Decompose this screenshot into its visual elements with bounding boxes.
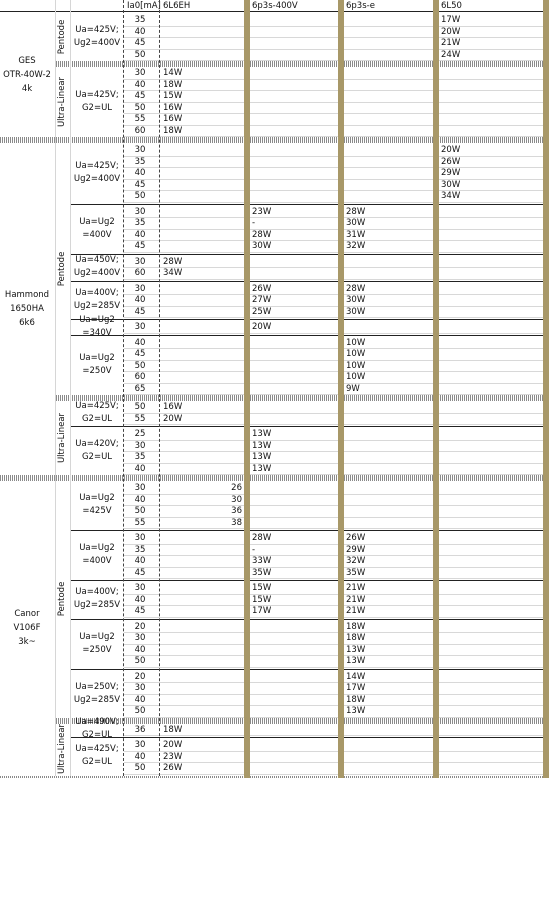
transformer-name xyxy=(0,607,54,649)
power-cell: 21W xyxy=(441,38,461,48)
power-cell: 10W xyxy=(346,360,366,371)
condition-line: Ua=400V; xyxy=(75,587,119,598)
power-cell: 23W xyxy=(163,751,183,762)
ia-value: 30 xyxy=(134,68,146,78)
power-cell: 14W xyxy=(163,68,183,78)
transformer-name-line: 3k~ xyxy=(18,636,36,647)
row-rule xyxy=(124,705,549,706)
row-rule xyxy=(124,113,549,114)
row-rule xyxy=(124,762,549,763)
ia-value: 40 xyxy=(134,168,146,178)
row-rule xyxy=(124,578,549,579)
ia-value: 30 xyxy=(134,145,146,155)
ia-value: 55 xyxy=(134,114,146,124)
category-text: Pentode xyxy=(57,19,67,55)
ia-value: 36 xyxy=(134,724,146,735)
row-rule xyxy=(124,451,549,452)
power-cell: 14W xyxy=(346,671,366,682)
power-cell: 32W xyxy=(346,556,366,566)
power-cell: 17W xyxy=(252,606,272,616)
row-rule xyxy=(124,102,549,103)
row-rule xyxy=(124,555,549,556)
power-cell: 10W xyxy=(346,372,366,382)
power-cell: 20W xyxy=(441,145,461,155)
power-cell: 26W xyxy=(252,283,272,294)
condition-line: =400V xyxy=(82,229,112,240)
row-rule xyxy=(124,317,549,318)
row-rule xyxy=(124,360,549,361)
condition-line: Ug2=285V xyxy=(73,694,121,705)
power-cell: - xyxy=(252,218,256,228)
row-rule xyxy=(124,735,549,736)
ia-value: 40 xyxy=(134,26,146,37)
ia-value: 60 xyxy=(134,372,146,382)
column-bar xyxy=(433,0,439,778)
row-rule xyxy=(124,644,549,645)
power-cell: 26W xyxy=(163,763,183,773)
ia-rule-left xyxy=(123,0,124,776)
column-bar xyxy=(543,0,549,778)
condition-line: G2=UL xyxy=(81,452,113,462)
power-cell: 35W xyxy=(346,567,366,578)
power-cell: 32W xyxy=(346,241,366,251)
ia-value: 45 xyxy=(134,567,146,578)
power-cell: 13W xyxy=(346,656,366,666)
condition-line: Ug2=400V xyxy=(73,173,121,184)
ia-value: 40 xyxy=(134,229,146,240)
column-bar xyxy=(244,0,250,778)
power-cell: 15W xyxy=(163,91,183,101)
category-label xyxy=(55,14,69,60)
condition-label xyxy=(70,400,124,426)
block-divider xyxy=(70,426,549,427)
power-cell: 21W xyxy=(346,606,366,616)
power-cell: 28W xyxy=(163,256,183,267)
ia-value: 45 xyxy=(134,179,146,190)
power-cell: 15W xyxy=(252,583,272,593)
condition-line: Ua=490V; xyxy=(75,717,119,728)
condition-label xyxy=(70,216,124,242)
row-rule xyxy=(124,505,549,506)
ia-value: 30 xyxy=(134,256,146,267)
row-rule xyxy=(124,424,549,425)
condition-label xyxy=(70,631,124,657)
ia-value: 30 xyxy=(134,583,146,593)
condition-line: Ua=425V; xyxy=(75,744,119,755)
row-rule xyxy=(124,217,549,218)
power-cell: 13W xyxy=(252,452,272,462)
row-rule xyxy=(124,694,549,695)
power-cell: 18W xyxy=(163,724,183,735)
power-cell: 15W xyxy=(252,594,272,605)
row-rule xyxy=(124,413,549,414)
category-text: Ultra-Linear xyxy=(57,76,67,127)
power-cell: 21W xyxy=(346,583,366,593)
ia-value: 40 xyxy=(134,463,146,474)
row-rule xyxy=(124,190,549,191)
power-cell: 16W xyxy=(163,402,183,412)
condition-line: Ua=250V; xyxy=(75,681,119,692)
condition-line: Ua=425V; xyxy=(75,160,119,171)
ia-value: 50 xyxy=(134,102,146,113)
header-col-6l50: 6L50 xyxy=(441,1,462,11)
power-cell: 10W xyxy=(346,349,366,359)
condition-label xyxy=(70,743,124,769)
power-cell: 30W xyxy=(252,241,272,251)
block-divider xyxy=(70,580,549,581)
row-rule xyxy=(124,667,549,668)
row-rule xyxy=(124,544,549,545)
power-cell: 29W xyxy=(441,168,461,178)
transformer-name-line: Hammond xyxy=(4,290,50,300)
condition-label xyxy=(70,287,124,313)
power-cell: 18W xyxy=(346,621,366,632)
ia-value: 40 xyxy=(134,494,146,505)
row-rule xyxy=(124,528,549,529)
power-cell: 33W xyxy=(252,556,272,566)
condition-line: Ua=425V; xyxy=(75,89,119,100)
condition-label xyxy=(70,89,124,115)
ia-value: 40 xyxy=(134,295,146,305)
row-rule xyxy=(124,156,549,157)
power-cell: 31W xyxy=(346,229,366,240)
category-label xyxy=(55,724,69,774)
row-rule xyxy=(124,383,549,384)
row-rule xyxy=(124,605,549,606)
power-cell: 20W xyxy=(163,413,183,424)
header-col-6l6eh: 6L6EH xyxy=(163,1,191,11)
ia-value: 30 xyxy=(134,440,146,451)
condition-label xyxy=(70,438,124,464)
row-rule xyxy=(124,125,549,126)
block-divider xyxy=(70,319,549,320)
power-cell: 13W xyxy=(252,440,272,451)
ia-value: 50 xyxy=(134,191,146,201)
power-cell: 29W xyxy=(346,544,366,555)
row-rule xyxy=(124,229,549,230)
transformer-name xyxy=(0,288,54,330)
ia-value: 45 xyxy=(134,91,146,101)
ia-value: 50 xyxy=(134,506,146,516)
ia-value: 40 xyxy=(134,694,146,705)
ia-value: 40 xyxy=(134,644,146,655)
row-rule xyxy=(124,240,549,241)
header-ia: Ia0[mA] xyxy=(127,1,161,11)
power-cell: 25W xyxy=(252,306,272,317)
power-cell: 20W xyxy=(252,322,272,332)
block-divider xyxy=(70,669,549,670)
condition-label xyxy=(70,24,124,50)
row-rule xyxy=(124,655,549,656)
ia-value: 40 xyxy=(134,556,146,566)
power-cell: 18W xyxy=(346,694,366,705)
ia-value: 30 xyxy=(134,683,146,693)
condition-line: Ug2=285V xyxy=(73,600,121,611)
transformer-name-line: Canor xyxy=(14,608,40,619)
condition-line: G2=UL xyxy=(81,757,113,768)
row-rule xyxy=(124,348,549,349)
condition-line: Ug2=400V xyxy=(73,268,121,278)
ia-value: 45 xyxy=(134,606,146,616)
power-cell: 28W xyxy=(346,206,366,217)
row-rule xyxy=(124,26,549,27)
transformer-name-line: V106F xyxy=(13,622,41,633)
condition-label xyxy=(70,492,124,518)
ia-value: 65 xyxy=(134,383,146,394)
category-text: Pentode xyxy=(57,581,67,617)
ia-value: 40 xyxy=(134,79,146,90)
condition-line: Ua=Ug2 xyxy=(79,631,115,642)
power-cell: 34W xyxy=(163,268,183,278)
ia-value: 45 xyxy=(134,241,146,251)
condition-line: =340V xyxy=(82,327,112,338)
power-cell: 18W xyxy=(163,125,183,136)
power-cell: 21W xyxy=(346,594,366,605)
category-text: Pentode xyxy=(57,251,67,287)
power-cell: 18W xyxy=(346,633,366,643)
ia-value: 60 xyxy=(134,268,146,278)
condition-label xyxy=(70,352,124,378)
ia-value: 45 xyxy=(134,349,146,359)
power-cell: 13W xyxy=(346,644,366,655)
row-rule xyxy=(124,517,549,518)
condition-line: Ua=Ug2 xyxy=(79,493,115,503)
row-rule xyxy=(124,202,549,203)
column-bar xyxy=(338,0,344,778)
power-cell: 24W xyxy=(441,49,461,60)
row-rule xyxy=(124,167,549,168)
ia-rule-right xyxy=(159,0,160,776)
numeric-cell: 36 xyxy=(231,506,242,516)
condition-line: Ug2=285V xyxy=(73,300,121,311)
block-divider xyxy=(70,254,549,255)
row-rule xyxy=(124,306,549,307)
row-rule xyxy=(124,49,549,50)
ia-value: 30 xyxy=(134,483,146,493)
power-cell: 30W xyxy=(346,218,366,228)
row-rule xyxy=(124,371,549,372)
ia-value: 55 xyxy=(134,413,146,424)
ia-value: 50 xyxy=(134,706,146,716)
condition-label xyxy=(70,681,124,707)
condition-line: Ua=425V; xyxy=(75,400,119,411)
power-cell: 28W xyxy=(252,533,272,543)
ia-value: 35 xyxy=(134,544,146,555)
numeric-cell: 38 xyxy=(231,517,242,528)
row-rule xyxy=(124,333,549,334)
row-rule xyxy=(124,279,549,280)
power-cell: 17W xyxy=(441,15,461,25)
block-divider xyxy=(70,335,549,336)
power-cell: 30W xyxy=(441,179,461,190)
ia-value: 30 xyxy=(134,322,146,332)
ia-value: 50 xyxy=(134,763,146,773)
category-label xyxy=(55,482,69,717)
condition-line: Ua=Ug2 xyxy=(79,216,115,227)
section-divider xyxy=(0,475,549,481)
ia-value: 55 xyxy=(134,517,146,528)
ia-value: 30 xyxy=(134,283,146,294)
ia-value: 35 xyxy=(134,156,146,167)
transformer-name-line: GES xyxy=(18,56,36,66)
condition-line: Ug2=400V xyxy=(73,38,121,48)
row-rule xyxy=(124,751,549,752)
block-divider xyxy=(70,530,549,531)
category-label xyxy=(55,67,69,136)
header-col-6p3s-e: 6p3s-e xyxy=(346,1,375,11)
ia-value: 45 xyxy=(134,38,146,48)
power-cell: 23W xyxy=(252,206,272,217)
header-col-6p3s-400v: 6p3s-400V xyxy=(252,1,298,11)
row-rule xyxy=(124,79,549,80)
condition-label xyxy=(70,586,124,612)
condition-label xyxy=(70,542,124,568)
col-rule xyxy=(55,0,56,776)
ia-value: 25 xyxy=(134,429,146,439)
row-rule xyxy=(124,294,549,295)
condition-label xyxy=(70,716,124,742)
ia-value: 60 xyxy=(134,125,146,136)
power-cell: 26W xyxy=(441,156,461,167)
condition-line: G2=UL xyxy=(81,413,113,424)
power-cell: 13W xyxy=(346,706,366,716)
ia-value: 50 xyxy=(134,49,146,60)
ia-value: 50 xyxy=(134,360,146,371)
condition-line: Ua=425V; xyxy=(75,25,119,35)
condition-label xyxy=(70,254,124,280)
transformer-name-line: 4k xyxy=(21,84,33,94)
row-rule xyxy=(124,463,549,464)
row-rule xyxy=(124,37,549,38)
row-rule xyxy=(124,90,549,91)
power-cell: 10W xyxy=(346,337,366,348)
ia-value: 30 xyxy=(134,740,146,750)
row-rule xyxy=(124,179,549,180)
condition-line: G2=UL xyxy=(81,102,113,113)
table-bottom-rule xyxy=(0,776,549,778)
block-divider xyxy=(70,281,549,282)
row-rule xyxy=(124,252,549,253)
row-rule xyxy=(124,774,549,775)
category-label xyxy=(55,401,69,474)
condition-line: Ua=420V; xyxy=(75,439,119,449)
condition-line: Ua=450V; xyxy=(75,255,119,265)
block-divider xyxy=(70,619,549,620)
ia-value: 50 xyxy=(134,402,146,412)
power-cell: 16W xyxy=(163,102,183,113)
category-text: Ultra-Linear xyxy=(57,723,67,774)
numeric-cell: 26 xyxy=(231,483,242,493)
block-divider xyxy=(70,204,549,205)
power-cell: 17W xyxy=(346,683,366,693)
power-cell: 28W xyxy=(252,229,272,240)
condition-line: G2=UL xyxy=(81,730,113,741)
transformer-name-line: 6k6 xyxy=(19,318,35,328)
ia-value: 20 xyxy=(134,671,146,682)
category-text: Ultra-Linear xyxy=(57,412,67,463)
power-cell: 30W xyxy=(346,306,366,317)
row-rule xyxy=(124,617,549,618)
condition-line: =250V xyxy=(82,366,112,377)
ia-value: 40 xyxy=(134,751,146,762)
power-cell: 9W xyxy=(346,383,360,394)
block-divider xyxy=(70,737,549,738)
power-cell: 27W xyxy=(252,295,272,305)
row-rule xyxy=(124,440,549,441)
power-cell: 28W xyxy=(346,283,366,294)
power-cell: 20W xyxy=(163,740,183,750)
condition-line: =425V xyxy=(82,506,112,516)
condition-line: Ua=Ug2 xyxy=(79,353,115,364)
ia-value: 30 xyxy=(134,633,146,643)
row-rule xyxy=(124,682,549,683)
power-cell: 34W xyxy=(441,191,461,201)
power-cell: 26W xyxy=(346,533,366,543)
ia-value: 35 xyxy=(134,452,146,462)
transformer-name-line: OTR-40W-2 xyxy=(3,70,51,80)
ia-value: 30 xyxy=(134,206,146,217)
power-cell: 30W xyxy=(346,295,366,305)
row-rule xyxy=(124,494,549,495)
col-rule xyxy=(70,0,71,776)
power-cell: 16W xyxy=(163,114,183,124)
transformer-name-line: 1650HA xyxy=(10,304,44,314)
category-label xyxy=(55,144,69,394)
condition-label xyxy=(70,160,124,186)
condition-label xyxy=(70,314,124,340)
ia-value: 30 xyxy=(134,533,146,543)
power-cell: 20W xyxy=(441,26,461,37)
ia-value: 40 xyxy=(134,337,146,348)
ia-value: 45 xyxy=(134,306,146,317)
power-cell: - xyxy=(252,544,256,555)
numeric-cell: 30 xyxy=(231,494,242,505)
condition-line: Ua=Ug2 xyxy=(79,543,115,553)
power-cell: 13W xyxy=(252,429,272,439)
row-rule xyxy=(124,632,549,633)
ia-value: 20 xyxy=(134,621,146,632)
ia-value: 50 xyxy=(134,656,146,666)
ia-value: 35 xyxy=(134,218,146,228)
condition-line: Ua=400V; xyxy=(75,287,119,298)
section-divider xyxy=(0,137,549,143)
row-rule xyxy=(124,267,549,268)
condition-line: =250V xyxy=(82,644,112,655)
transformer-name xyxy=(0,54,54,96)
condition-line: =400V xyxy=(82,556,112,566)
power-cell: 35W xyxy=(252,567,272,578)
ia-value: 35 xyxy=(134,15,146,25)
ia-value: 40 xyxy=(134,594,146,605)
power-cell: 18W xyxy=(163,79,183,90)
condition-line: Ua=Ug2 xyxy=(79,314,115,325)
row-rule xyxy=(124,594,549,595)
power-cell: 13W xyxy=(252,463,272,474)
row-rule xyxy=(124,567,549,568)
